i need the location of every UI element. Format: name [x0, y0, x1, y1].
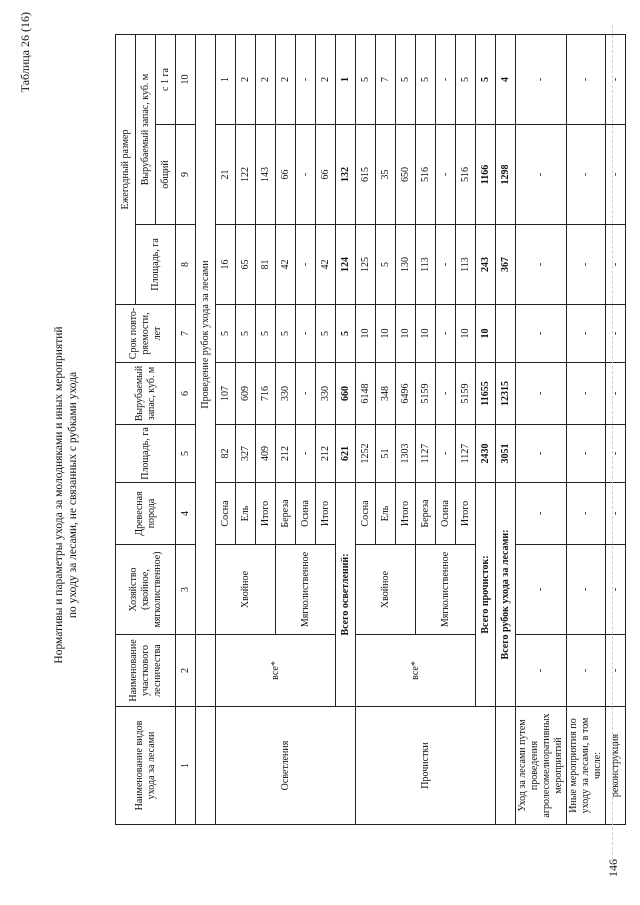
- table-cell: Ель: [376, 483, 396, 545]
- table-cell: -: [296, 34, 316, 124]
- care-type-cell: Осветления: [216, 707, 356, 825]
- table-cell: 16: [216, 225, 236, 305]
- table-cell: 5: [456, 34, 476, 124]
- table-row: [356, 34, 376, 824]
- table-cell: 130: [396, 225, 416, 305]
- table-cell: 122: [236, 125, 256, 225]
- table-cell: 125: [356, 225, 376, 305]
- header-cell: с 1 га: [156, 34, 176, 124]
- table-cell: 609: [236, 363, 256, 425]
- farm-type-cell: Мягколиственное: [276, 545, 336, 635]
- table-cell: 113: [456, 225, 476, 305]
- title-line-2: по уходу за лесами, не связанных с рубками ухода: [67, 371, 79, 619]
- table-cell: -: [296, 225, 316, 305]
- table-cell: 5: [416, 34, 436, 124]
- section-title: Проведение рубок ухода за лесами: [196, 34, 216, 634]
- subtotal-row: [476, 34, 496, 824]
- header-cell: Хозяйство (хвойное, мягколиственное): [116, 545, 176, 635]
- subtotal-value: 132: [336, 125, 356, 225]
- column-number: 9: [176, 125, 196, 225]
- table-cell: 2: [236, 34, 256, 124]
- table-cell: 82: [216, 425, 236, 483]
- table-cell: 143: [256, 125, 276, 225]
- table-cell: 2: [316, 34, 336, 124]
- table-cell: -: [606, 34, 626, 124]
- subtotal-label: Всего осветлений:: [336, 483, 356, 707]
- section-row: [196, 34, 216, 824]
- table-cell: 10: [356, 305, 376, 363]
- table-cell: 212: [316, 425, 336, 483]
- table-cell: Итого: [316, 483, 336, 545]
- subtotal-value: 621: [336, 425, 356, 483]
- care-type-cell: Прочистки: [356, 707, 496, 825]
- farm-type-cell: Хвойное: [356, 545, 416, 635]
- subtotal-value: 5: [336, 305, 356, 363]
- header-cell: Древесная порода: [116, 483, 176, 545]
- table-cell: -: [516, 483, 567, 545]
- table-cell: -: [436, 425, 456, 483]
- table-cell: Сосна: [216, 483, 236, 545]
- subtotal-label: Всего прочисток:: [476, 483, 496, 707]
- table-cell: 348: [376, 363, 396, 425]
- header-cell: Площадь, га: [136, 225, 176, 305]
- subtotal-value: 11655: [476, 363, 496, 425]
- measure-name: Уход за лесами путем проведения агролесомелиоративных мероприятий: [516, 707, 567, 825]
- table-cell: 113: [416, 225, 436, 305]
- grand-total-value: 1298: [496, 125, 516, 225]
- table-cell: 1127: [416, 425, 436, 483]
- table-cell: 2: [256, 34, 276, 124]
- subtotal-row: [336, 34, 356, 824]
- table-cell: -: [296, 363, 316, 425]
- table-cell: Осина: [436, 483, 456, 545]
- table-cell: 10: [376, 305, 396, 363]
- table-cell: 1252: [356, 425, 376, 483]
- table-cell: -: [567, 483, 606, 545]
- table-cell: 66: [316, 125, 336, 225]
- table-cell: -: [296, 125, 316, 225]
- header-cell: Площадь, га: [116, 425, 176, 483]
- header-cell: Наименование участкового лесничества: [116, 635, 176, 707]
- table-cell: -: [606, 545, 626, 635]
- table-cell: 5: [276, 305, 296, 363]
- table-cell: 516: [416, 125, 436, 225]
- table-cell: 7: [376, 34, 396, 124]
- table-cell: 66: [276, 125, 296, 225]
- column-number: 5: [176, 425, 196, 483]
- table-cell: -: [567, 425, 606, 483]
- subtotal-value: 1166: [476, 125, 496, 225]
- column-number: 8: [176, 225, 196, 305]
- measure-row: [516, 34, 567, 824]
- table-cell: 21: [216, 125, 236, 225]
- table-cell: 1: [216, 34, 236, 124]
- table-cell: -: [436, 125, 456, 225]
- table-cell: 330: [276, 363, 296, 425]
- table-cell: 1127: [456, 425, 476, 483]
- table-cell: -: [296, 425, 316, 483]
- table-cell: 6148: [356, 363, 376, 425]
- column-number: 2: [176, 635, 196, 707]
- table-cell: 615: [356, 125, 376, 225]
- table-cell: 6496: [396, 363, 416, 425]
- table-cell: -: [567, 545, 606, 635]
- header-cell: Наименование видов ухода за лесами: [116, 707, 176, 825]
- table-cell: 2: [276, 34, 296, 124]
- table-cell: -: [516, 425, 567, 483]
- table-cell: -: [606, 125, 626, 225]
- table-cell: -: [606, 483, 626, 545]
- table-cell: 5: [396, 34, 416, 124]
- table-cell: -: [436, 225, 456, 305]
- header-cell: Вырубаемый запас, куб. м: [136, 34, 156, 224]
- table-cell: -: [567, 635, 606, 707]
- table-cell: Итого: [256, 483, 276, 545]
- norms-table: [115, 34, 626, 825]
- empty-cell: [196, 707, 216, 825]
- table-cell: 1303: [396, 425, 416, 483]
- table-cell: -: [436, 34, 456, 124]
- table-cell: -: [567, 305, 606, 363]
- table-cell: -: [606, 635, 626, 707]
- forestry-cell: все*: [216, 635, 336, 707]
- table-cell: 409: [256, 425, 276, 483]
- measure-name: реконструкция: [606, 707, 626, 825]
- table-cell: 81: [256, 225, 276, 305]
- table-cell: Итого: [396, 483, 416, 545]
- subtotal-value: 10: [476, 305, 496, 363]
- measure-row: [606, 34, 626, 824]
- table-cell: -: [516, 635, 567, 707]
- header-cell: Вырубаемый запас, куб. м: [116, 363, 176, 425]
- table-cell: Итого: [456, 483, 476, 545]
- subtotal-value: 2430: [476, 425, 496, 483]
- header-cell: общий: [156, 125, 176, 225]
- subtotal-value: 5: [476, 34, 496, 124]
- header-cell: Ежегодный размер: [116, 34, 136, 304]
- table-cell: Береза: [276, 483, 296, 545]
- grand-total-value: 367: [496, 225, 516, 305]
- document-title: [52, 145, 80, 845]
- table-cell: 5: [356, 34, 376, 124]
- farm-type-cell: Мягколиственное: [416, 545, 476, 635]
- grand-total-row: [496, 34, 516, 824]
- table-cell: 42: [276, 225, 296, 305]
- table-cell: 327: [236, 425, 256, 483]
- column-number: 4: [176, 483, 196, 545]
- table-cell: 5: [216, 305, 236, 363]
- subtotal-value: 660: [336, 363, 356, 425]
- scan-artifact-line: [612, 25, 613, 865]
- table-cell: 10: [456, 305, 476, 363]
- column-number-row: [176, 34, 196, 824]
- table-cell: 5: [376, 225, 396, 305]
- farm-type-cell: Хвойное: [216, 545, 276, 635]
- subtotal-value: 1: [336, 34, 356, 124]
- table-cell: -: [516, 34, 567, 124]
- table-cell: -: [296, 305, 316, 363]
- table-cell: -: [567, 125, 606, 225]
- empty-cell: [196, 635, 216, 707]
- table-cell: -: [436, 363, 456, 425]
- table-cell: -: [516, 363, 567, 425]
- table-cell: 42: [316, 225, 336, 305]
- measure-row: [567, 34, 606, 824]
- column-number: 3: [176, 545, 196, 635]
- table-cell: -: [436, 305, 456, 363]
- table-cell: -: [606, 363, 626, 425]
- column-number: 7: [176, 305, 196, 363]
- table-cell: -: [606, 225, 626, 305]
- table-cell: Береза: [416, 483, 436, 545]
- table-cell: -: [606, 305, 626, 363]
- table-row: [216, 34, 236, 824]
- grand-total-label: Всего рубок ухода за лесами:: [496, 483, 516, 707]
- table-cell: 650: [396, 125, 416, 225]
- table-cell: Ель: [236, 483, 256, 545]
- table-cell: 212: [276, 425, 296, 483]
- table-cell: 10: [416, 305, 436, 363]
- table-cell: 5: [256, 305, 276, 363]
- grand-total-value: 3051: [496, 425, 516, 483]
- grand-total-value: 4: [496, 34, 516, 124]
- column-number: 10: [176, 34, 196, 124]
- subtotal-value: 124: [336, 225, 356, 305]
- page-number: 146: [606, 859, 620, 877]
- table-cell: 5: [236, 305, 256, 363]
- table-cell: -: [516, 125, 567, 225]
- table-cell: 35: [376, 125, 396, 225]
- table-cell: 5159: [416, 363, 436, 425]
- table-cell: -: [567, 34, 606, 124]
- grand-total-value: [496, 305, 516, 363]
- table-cell: Осина: [296, 483, 316, 545]
- table-cell: -: [516, 545, 567, 635]
- title-line-1: Нормативы и параметры ухода за молодняками и иных мероприятий: [53, 326, 65, 664]
- empty-cell: [496, 707, 516, 825]
- table-cell: -: [606, 425, 626, 483]
- table-cell: 51: [376, 425, 396, 483]
- table-cell: 107: [216, 363, 236, 425]
- table-cell: 330: [316, 363, 336, 425]
- table-cell: 5159: [456, 363, 476, 425]
- grand-total-value: 12315: [496, 363, 516, 425]
- measure-name: Иные мероприятия по уходу за лесами, в том числе:: [567, 707, 606, 825]
- header-cell: Срок повто-ряемости, лет: [116, 305, 176, 363]
- table-cell: 10: [396, 305, 416, 363]
- table-cell: Сосна: [356, 483, 376, 545]
- table-label: Таблица 26 (16): [18, 12, 32, 93]
- table-cell: 5: [316, 305, 336, 363]
- subtotal-value: 243: [476, 225, 496, 305]
- table-cell: 516: [456, 125, 476, 225]
- forestry-cell: все*: [356, 635, 476, 707]
- table-body: [116, 34, 626, 824]
- table-cell: -: [516, 305, 567, 363]
- table-cell: -: [567, 225, 606, 305]
- table-cell: -: [516, 225, 567, 305]
- column-number: 1: [176, 707, 196, 825]
- column-number: 6: [176, 363, 196, 425]
- header-row-1: [116, 34, 136, 824]
- table-cell: 65: [236, 225, 256, 305]
- table-cell: -: [567, 363, 606, 425]
- table-cell: 716: [256, 363, 276, 425]
